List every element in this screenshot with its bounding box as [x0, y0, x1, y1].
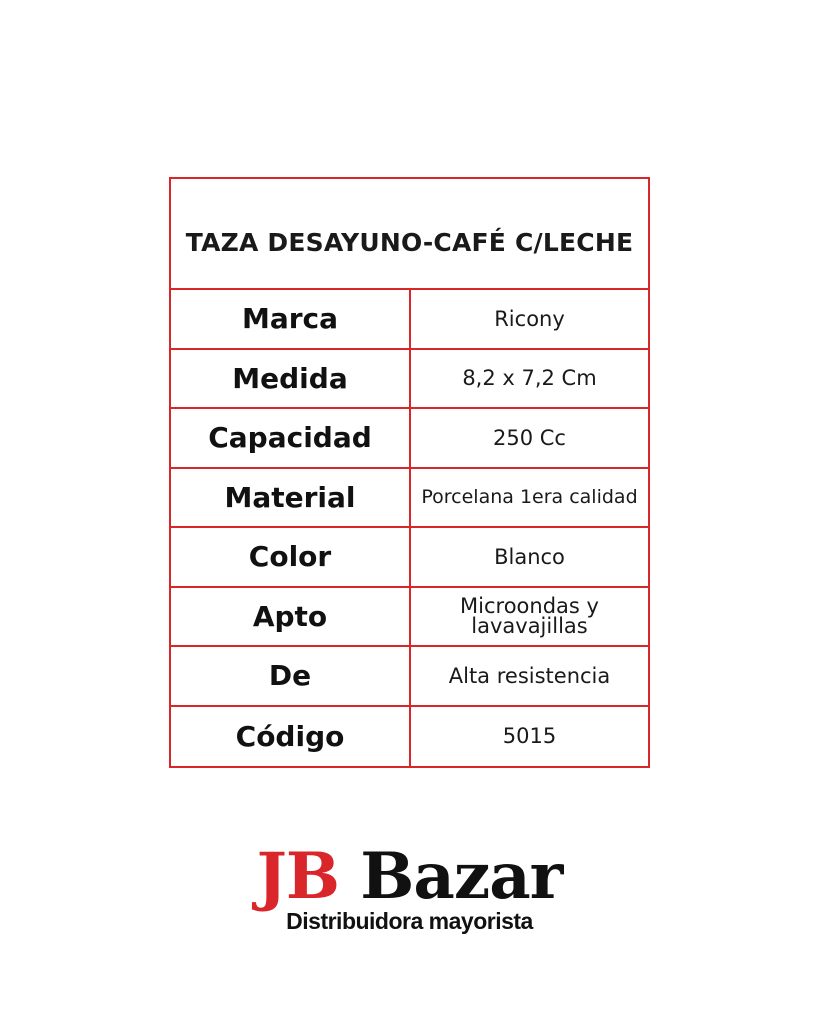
spec-value-apto: Microondas y lavavajillas [411, 588, 648, 648]
spec-label-medida: Medida [171, 350, 411, 410]
brand-name [0, 839, 819, 914]
spec-value-capacidad: 250 Cc [411, 409, 648, 469]
spec-label-capacidad: Capacidad [171, 409, 411, 469]
spec-label-de: De [171, 647, 411, 707]
spec-value-medida: 8,2 x 7,2 Cm [411, 350, 648, 410]
spec-value-marca: Ricony [411, 290, 648, 350]
brand-jb: JB [256, 839, 339, 914]
brand-bazar: Bazar [360, 839, 563, 914]
spec-label-marca: Marca [171, 290, 411, 350]
spec-value-material: Porcelana 1era calidad [411, 469, 648, 529]
spec-value-color: Blanco [411, 528, 648, 588]
spec-value-de: Alta resistencia [411, 647, 648, 707]
product-spec-table [169, 177, 650, 768]
spec-value-codigo: 5015 [502, 724, 557, 749]
brand-tagline: Distribuidora mayorista [286, 908, 533, 934]
spec-label-material: Material [171, 469, 411, 529]
spec-label-apto: Apto [171, 588, 411, 648]
product-title: TAZA DESAYUNO-CAFÉ C/LECHE [171, 179, 648, 290]
brand-logo [0, 839, 819, 935]
spec-label-color: Color [171, 528, 411, 588]
spec-label-codigo: Código [171, 707, 411, 767]
